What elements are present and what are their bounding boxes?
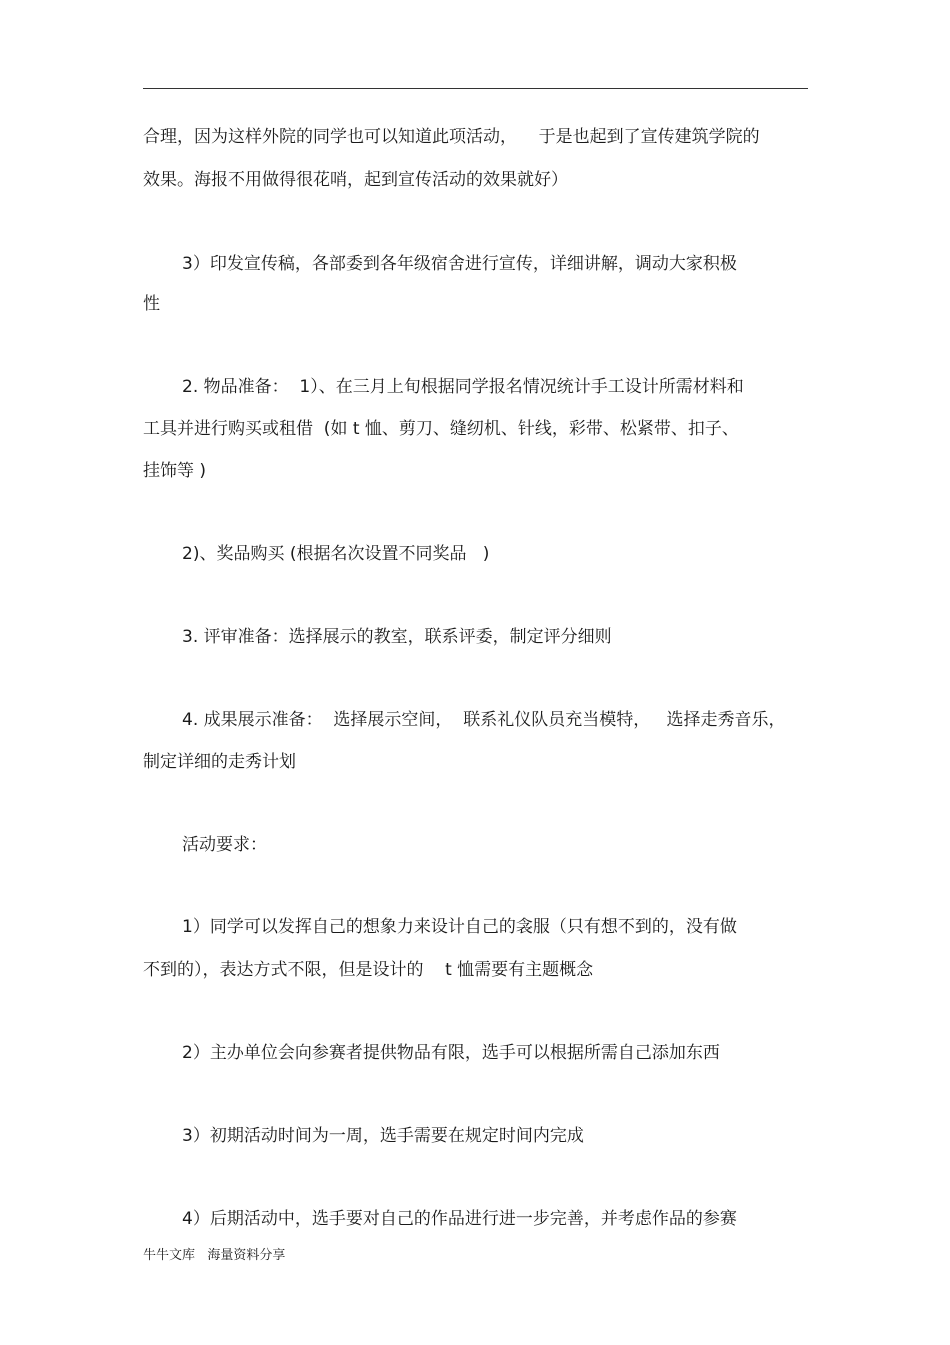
text-line: 性 <box>143 294 160 314</box>
section-heading: 活动要求： <box>182 835 267 855</box>
text-line: 效果。海报不用做得很花哨，起到宣传活动的效果就好） <box>143 170 568 190</box>
text-line: 合理，因为这样外院的同学也可以知道此项活动， 于是也起到了宣传建筑学院的 <box>143 127 760 147</box>
text-line: 4）后期活动中，选手要对自己的作品进行进一步完善，并考虑作品的参赛 <box>182 1209 737 1229</box>
text-line: 工具并进行购买或租借 (如 t 恤、剪刀、缝纫机、针线，彩带、松紧带、扣子、 <box>143 419 739 439</box>
text-line: 2. 物品准备： 1）、在三月上旬根据同学报名情况统计手工设计所需材料和 <box>182 377 744 397</box>
text-line: 挂饰等 ) <box>143 461 207 481</box>
text-line: 2）主办单位会向参赛者提供物品有限，选手可以根据所需自己添加东西 <box>182 1043 720 1063</box>
text-line: 制定详细的走秀计划 <box>143 752 296 772</box>
text-line: 3）印发宣传稿，各部委到各年级宿舍进行宣传，详细讲解，调动大家积极 <box>182 254 737 274</box>
header-rule <box>143 88 808 89</box>
text-line: 2)、奖品购买 (根据名次设置不同奖品 ) <box>182 544 490 564</box>
text-line: 不到的），表达方式不限，但是设计的 t 恤需要有主题概念 <box>143 960 594 980</box>
text-line: 4. 成果展示准备： 选择展示空间， 联系礼仪队员充当模特， 选择走秀音乐， <box>182 710 786 730</box>
page-footer: 牛牛文库 海量资料分享 <box>143 1248 286 1263</box>
text-line: 1）同学可以发挥自己的想象力来设计自己的衾服（只有想不到的，没有做 <box>182 917 737 937</box>
text-line: 3）初期活动时间为一周，选手需要在规定时间内完成 <box>182 1126 584 1146</box>
text-line: 3. 评审准备：选择展示的教室，联系评委，制定评分细则 <box>182 627 612 647</box>
